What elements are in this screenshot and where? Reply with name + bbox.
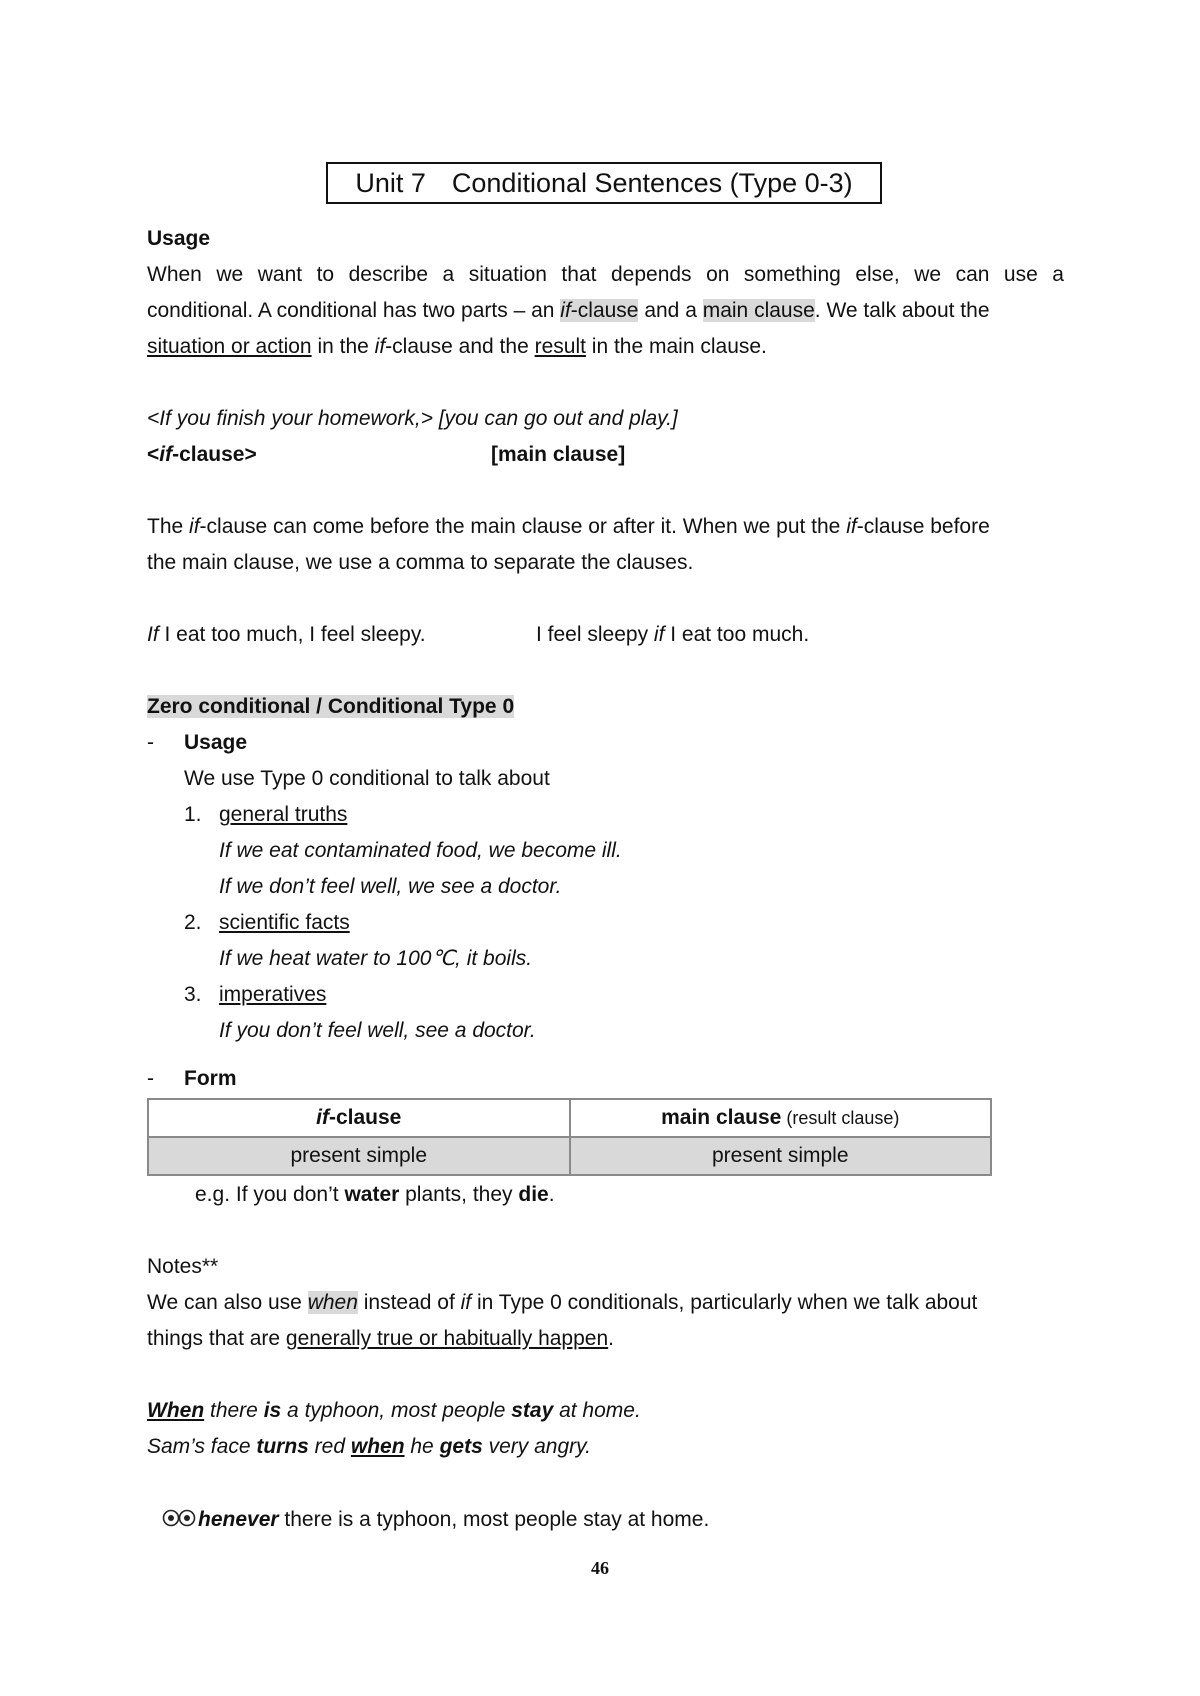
form-subheading: - Form: [147, 1067, 237, 1090]
clause-labels: <if-clause> [main clause]: [147, 443, 626, 466]
table-header-cell: main clause (result clause): [570, 1099, 992, 1137]
example-sentence: <If you finish your homework,> [you can go out and play.]: [147, 407, 678, 430]
position-paragraph-line-1: The if-clause can come before the main clause or after it. When we put the if-clause before: [147, 515, 990, 538]
table-header-row: [148, 1099, 991, 1137]
eyes-icon: [162, 1505, 196, 1527]
notes-example-3: henever there is a typhoon, most people stay at home.: [162, 1502, 1079, 1538]
list-example: If we heat water to 100℃, it boils.: [219, 947, 533, 970]
intro-paragraph-line-3: situation or action in the if-clause and the result in the main clause.: [147, 335, 767, 358]
usage-text: We use Type 0 conditional to talk about: [184, 767, 550, 790]
notes-line-2: things that are generally true or habitually happen.: [147, 1327, 614, 1350]
comma-examples: If I eat too much, I feel sleepy. I feel sleepy if I eat too much.: [147, 623, 810, 646]
form-example: e.g. If you don’t water plants, they die.: [195, 1183, 555, 1206]
list-item: 3. imperatives: [184, 983, 327, 1006]
unit-title: Conditional Sentences (Type 0-3): [451, 168, 853, 198]
list-example: If you don’t feel well, see a doctor.: [219, 1019, 536, 1042]
table-cell: present simple: [148, 1137, 570, 1175]
usage-subheading: - Usage: [147, 731, 248, 754]
usage-heading: Usage: [147, 227, 211, 250]
notes-example-1: When there is a typhoon, most people stay at home.: [147, 1399, 641, 1422]
page-number: 46: [591, 1558, 609, 1578]
intro-paragraph-line-2: conditional. A conditional has two parts – an if-clause and a main clause. We talk about the: [147, 299, 990, 322]
notes-heading: Notes**: [147, 1255, 219, 1278]
notes-line-1: We can also use when instead of if in Type 0 conditionals, particularly when we talk about: [147, 1291, 978, 1314]
list-example: If we don’t feel well, we see a doctor.: [219, 875, 562, 898]
list-item: 1. general truths: [184, 803, 348, 826]
table-cell: present simple: [570, 1137, 992, 1175]
intro-paragraph-line-1: When we want to describe a situation that depends on something else, we can use a: [147, 263, 1064, 286]
table-row: [148, 1137, 991, 1175]
notes-example-2: Sam’s face turns red when he gets very angry.: [147, 1435, 591, 1458]
list-item: 2. scientific facts: [184, 911, 350, 934]
zero-conditional-heading: Zero conditional / Conditional Type 0: [147, 695, 515, 718]
unit-number: Unit 7: [355, 168, 426, 198]
table-header-cell: if-clause: [148, 1099, 570, 1137]
page-title: [326, 162, 882, 204]
list-example: If we eat contaminated food, we become ill.: [219, 839, 622, 862]
form-table: [147, 1098, 992, 1176]
position-paragraph-line-2: the main clause, we use a comma to separate the clauses.: [147, 551, 694, 574]
